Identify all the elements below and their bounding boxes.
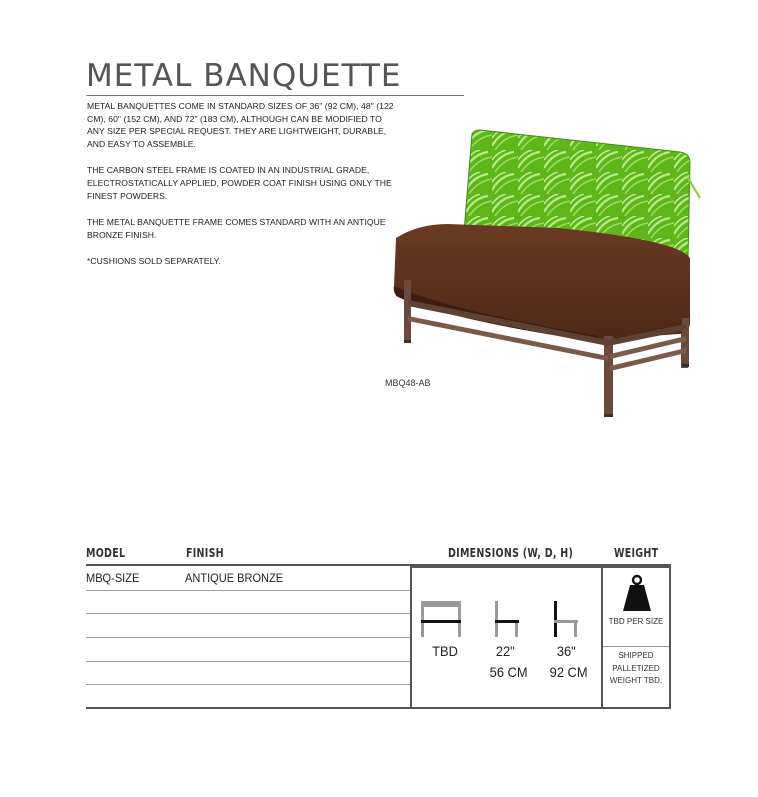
frame-leg-front-right <box>604 336 613 416</box>
dim-height-inches: 36" <box>556 643 576 659</box>
weight-divider <box>603 646 669 647</box>
header-finish: FINISH <box>186 546 224 560</box>
depth-diagram-icon <box>493 598 521 638</box>
cell-finish: ANTIQUE BRONZE <box>185 571 284 585</box>
dim-height-cm: 92 CM <box>549 664 588 680</box>
frame-leg-front-left <box>404 280 411 342</box>
title-divider <box>86 95 464 96</box>
weight-icon <box>622 574 652 612</box>
cell-model: MBQ-SIZE <box>86 571 140 585</box>
table-row-divider <box>86 590 410 591</box>
height-diagram-icon <box>552 598 580 638</box>
page-title: METAL BANQUETTE <box>86 58 402 94</box>
dim-width-value: TBD <box>432 643 458 659</box>
header-dimensions: DIMENSIONS (W, D, H) <box>448 546 574 560</box>
description-paragraph-sizes: METAL BANQUETTES COME IN STANDARD SIZES OF 36" (92 CM), 48" (122 CM), 60" (152 CM), AND 72" (183 CM), ALTHOUGH CAN BE MODIFIED TO ANY SIZE PER SPECIAL REQUEST. THEY ARE LIGHTWEIGHT, DURABLE, AND EASY TO ASSEMBLE. <box>87 101 394 149</box>
table-row-divider <box>86 613 410 614</box>
product-image <box>388 128 708 423</box>
description <box>87 100 397 282</box>
product-sku-caption: MBQ48-AB <box>385 378 431 388</box>
dim-depth-inches: 22" <box>495 643 515 659</box>
table-row-divider <box>86 637 410 638</box>
weight-shipped: SHIPPED PALLETIZED WEIGHT TBD. <box>609 651 663 685</box>
description-paragraph-finish: THE METAL BANQUETTE FRAME COMES STANDARD WITH AN ANTIQUE BRONZE FINISH. <box>87 217 386 240</box>
header-model: MODEL <box>86 546 126 560</box>
table-row-divider <box>86 661 410 662</box>
dim-depth-cm: 56 CM <box>489 664 528 680</box>
table-bottom-rule <box>86 707 410 709</box>
weight-per-size: TBD PER SIZE <box>608 617 664 626</box>
width-diagram-icon <box>420 598 462 638</box>
description-paragraph-cushions: *CUSHIONS SOLD SEPARATELY. <box>87 256 221 267</box>
table-row-divider <box>86 684 410 685</box>
description-paragraph-frame: THE CARBON STEEL FRAME IS COATED IN AN INDUSTRIAL GRADE, ELECTROSTATICALLY APPLIED, POWDER COAT FINISH USING ONLY THE FINEST POWDERS. <box>87 165 392 201</box>
header-weight: WEIGHT <box>614 546 659 560</box>
